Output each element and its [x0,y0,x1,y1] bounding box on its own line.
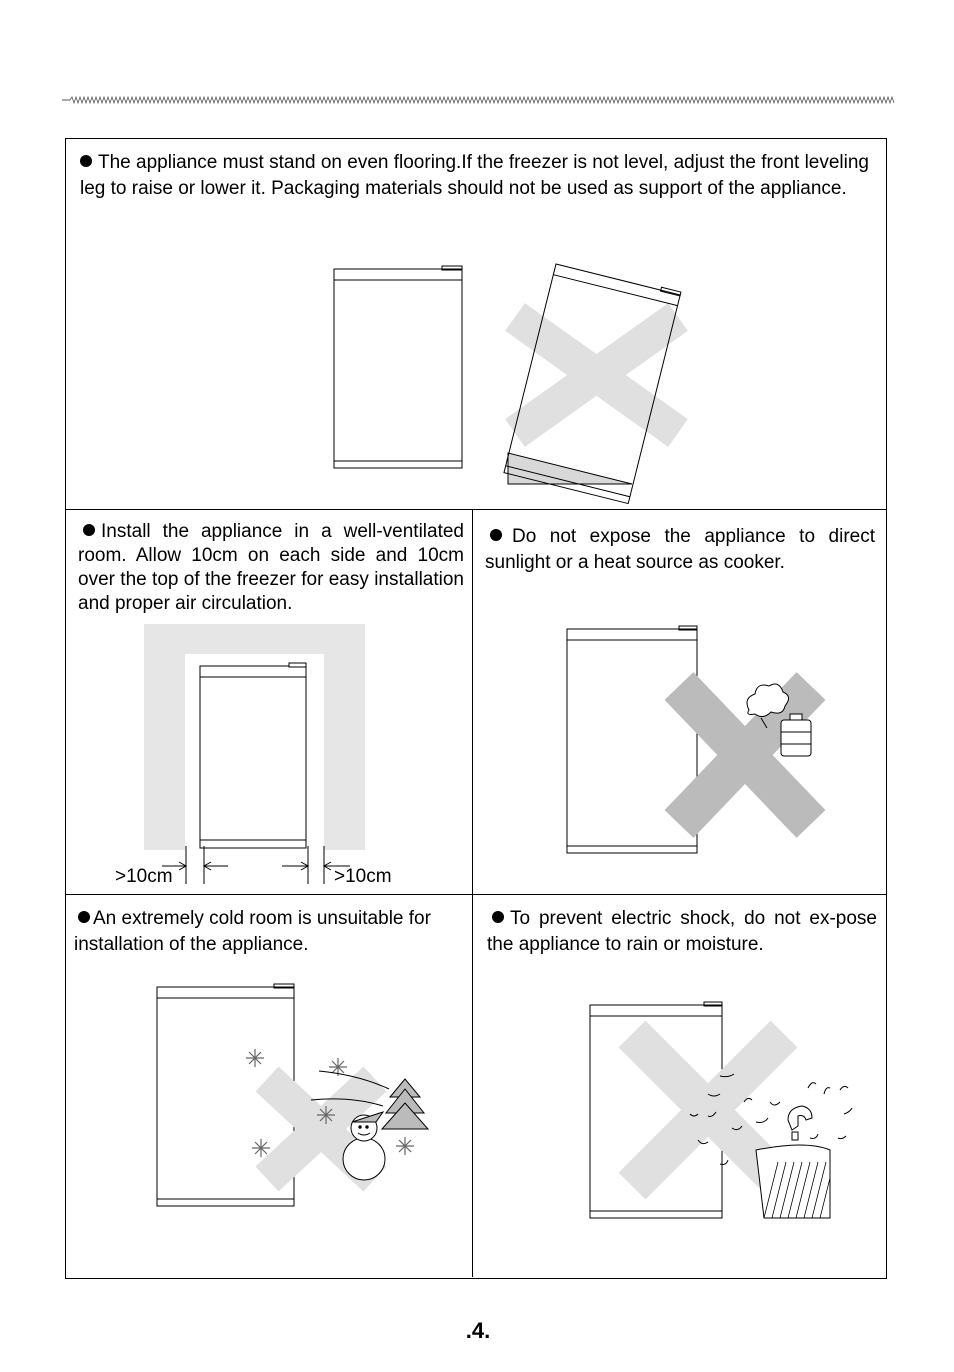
page-number: .4. [465,1318,491,1343]
level-floor-instruction: The appliance must stand on even flooring.If the freezer is not level, adjust the front leveling leg to raise or lower it. Packaging materials should not be used as support of the appliance. [80,152,870,199]
bullet-icon [78,911,90,923]
moisture-instruction: To prevent electric shock, do not ex-pose the appliance to rain or moisture. [487,908,877,955]
row-divider-2 [65,894,887,895]
bullet-icon [492,911,504,923]
bullet-icon [80,155,92,167]
cold-room-instruction: An extremely cold room is unsuitable for installation of the appliance. [74,908,431,955]
row-divider-1 [65,509,887,510]
level-floor-figure [320,255,720,495]
ventilation-instruction: Install the appliance in a well-ventilated room. Allow 10cm on each side and 10cm over the top of the freezer for easy installation and proper air circulation. [78,521,464,614]
pine-tree-icon [382,1079,428,1129]
freezer-upright-illustration [334,266,462,468]
header-decorative-line [62,95,896,105]
wedge-illustration [508,453,632,484]
cold-room-figure [145,975,445,1215]
heat-source-figure [555,620,845,860]
gas-cylinder-icon [781,714,811,756]
sunlight-instruction: Do not expose the appliance to direct sunlight or a heat source as cooker. [485,526,875,573]
left-gap-label: >10cm [115,866,173,887]
freezer-illustration [200,663,306,848]
column-divider [472,509,473,1277]
rain-moisture-figure [580,990,870,1230]
right-gap-label: >10cm [334,866,392,887]
ventilation-figure [100,620,400,890]
incorrect-cross-icon [515,317,678,433]
bullet-icon [490,529,502,541]
bullet-icon [83,524,95,536]
water-tap-icon [788,1106,812,1140]
